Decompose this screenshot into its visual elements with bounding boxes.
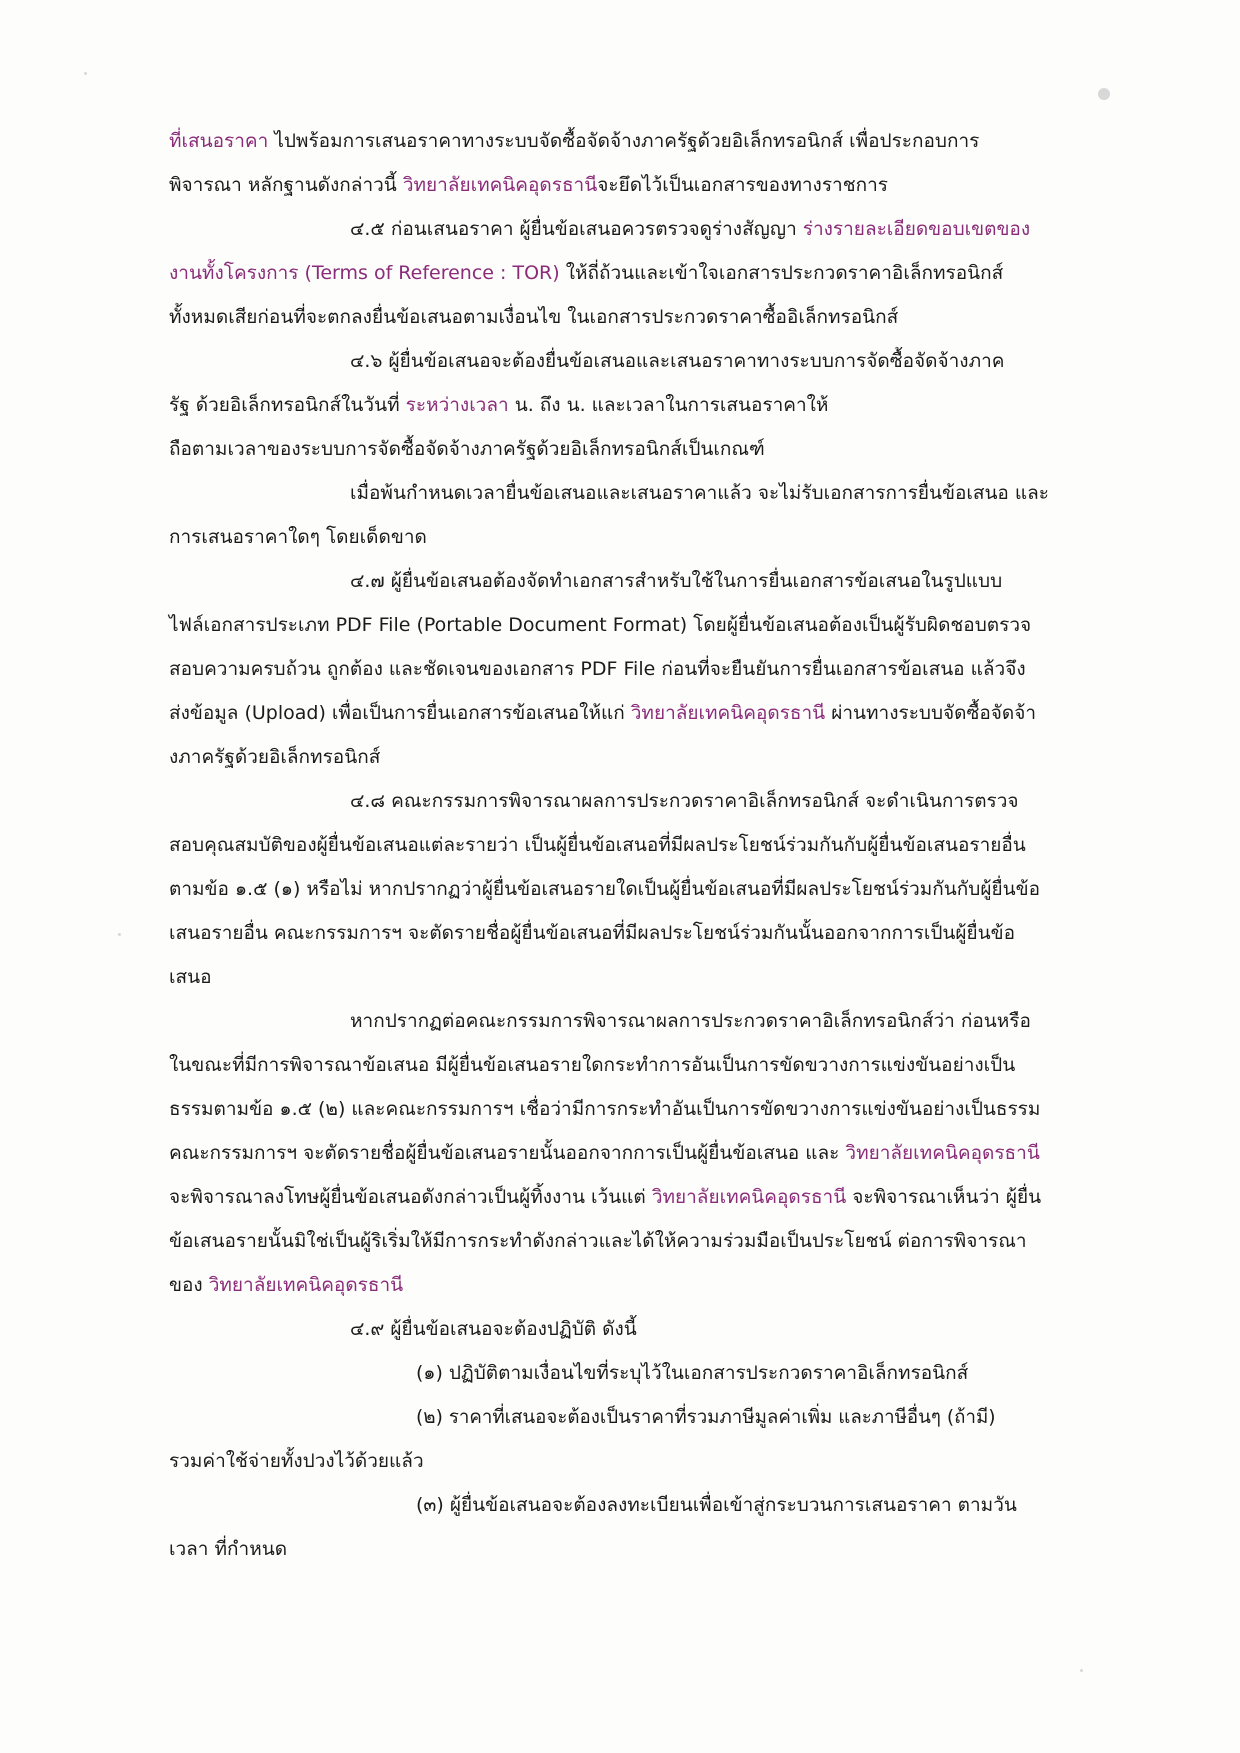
text-line	[350, 566, 1002, 596]
text-line	[169, 1182, 1041, 1212]
highlighted-text: วิทยาลัยเทคนิคอุดรธานี	[630, 702, 826, 724]
text-line	[350, 1314, 637, 1344]
text-line	[169, 962, 212, 992]
highlighted-text: ที่เสนอราคา	[169, 130, 269, 152]
highlighted-text: วิทยาลัยเทคนิคอุดรธานี	[651, 1186, 847, 1208]
highlighted-text: งานทั้งโครงการ (Terms of Reference : TOR)	[169, 262, 560, 284]
text-segment: (๑) ปฏิบัติตามเงื่อนไขที่ระบุไว้ในเอกสารประกวดราคาอิเล็กทรอนิกส์	[416, 1362, 969, 1384]
text-line	[416, 1490, 1017, 1520]
text-line	[416, 1358, 968, 1388]
text-segment: เสนอรายอื่น คณะกรรมการฯ จะตัดรายชื่อผู้ยื่นข้อเสนอที่มีผลประโยชน์ร่วมกันนั้นออกจากการเป็นผู้ยื่นข้อ	[169, 922, 1016, 944]
text-line	[169, 1226, 1027, 1256]
text-line	[169, 1094, 1040, 1124]
highlighted-text: วิทยาลัยเทคนิคอุดรธานี	[402, 174, 598, 196]
text-segment: ผ่านทางระบบจัดซื้อจัดจ้า	[825, 702, 1037, 724]
scan-speck	[1080, 1669, 1083, 1672]
text-segment: เสนอ	[169, 966, 212, 988]
text-line	[416, 1402, 996, 1432]
text-line	[169, 654, 1026, 684]
text-line	[169, 302, 898, 332]
text-line	[169, 610, 1031, 640]
text-segment: คณะกรรมการฯ จะตัดรายชื่อผู้ยื่นข้อเสนอรายนั้นออกจากการเป็นผู้ยื่นข้อเสนอ และ	[169, 1142, 846, 1164]
text-segment: จะพิจารณาเห็นว่า ผู้ยื่น	[846, 1186, 1042, 1208]
text-line	[350, 214, 1030, 244]
text-line	[169, 698, 1036, 728]
text-segment: งภาครัฐด้วยอิเล็กทรอนิกส์	[169, 746, 381, 768]
text-segment: ๔.๗ ผู้ยื่นข้อเสนอต้องจัดทำเอกสารสำหรับใช้ในการยื่นเอกสารข้อเสนอในรูปแบบ	[350, 570, 1003, 592]
text-line	[169, 1446, 424, 1476]
scan-speck	[1098, 88, 1110, 100]
text-line	[169, 830, 1026, 860]
text-segment: (๓) ผู้ยื่นข้อเสนอจะต้องลงทะเบียนเพื่อเข้าสู่กระบวนการเสนอราคา ตามวัน	[416, 1494, 1017, 1516]
text-segment: ตามข้อ ๑.๕ (๑) หรือไม่ หากปรากฏว่าผู้ยื่นข้อเสนอรายใดเป็นผู้ยื่นข้อเสนอที่มีผลประโยชน์ร่วมกันกับผู้ยื่นข้อ	[169, 878, 1040, 900]
text-segment: การเสนอราคาใดๆ โดยเด็ดขาด	[169, 526, 427, 548]
text-line	[169, 522, 427, 552]
text-segment: ๔.๖ ผู้ยื่นข้อเสนอจะต้องยื่นข้อเสนอและเสนอราคาทางระบบการจัดซื้อจัดจ้างภาค	[350, 350, 1005, 372]
text-line	[169, 1138, 1040, 1168]
text-segment: เมื่อพ้นกำหนดเวลายื่นข้อเสนอและเสนอราคาแล้ว จะไม่รับเอกสารการยื่นข้อเสนอ และ	[350, 482, 1049, 504]
text-line	[350, 786, 1019, 816]
text-segment: (๒) ราคาที่เสนอจะต้องเป็นราคาที่รวมภาษีมูลค่าเพิ่ม และภาษีอื่นๆ (ถ้ามี)	[416, 1406, 996, 1428]
text-line	[169, 170, 888, 200]
text-segment: สอบคุณสมบัติของผู้ยื่นข้อเสนอแต่ละรายว่า เป็นผู้ยื่นข้อเสนอที่มีผลประโยชน์ร่วมกันกับผู้ยื่นข้อเสนอรายอื่น	[169, 834, 1026, 856]
text-segment: จะยึดไว้เป็นเอกสารของทางราชการ	[597, 174, 888, 196]
text-line	[169, 434, 765, 464]
text-segment: ส่งข้อมูล (Upload) เพื่อเป็นการยื่นเอกสารข้อเสนอให้แก่	[169, 702, 631, 724]
text-segment: ถือตามเวลาของระบบการจัดซื้อจัดจ้างภาครัฐด้วยอิเล็กทรอนิกส์เป็นเกณฑ์	[169, 438, 765, 460]
scan-speck	[84, 72, 87, 75]
text-segment: ในขณะที่มีการพิจารณาข้อเสนอ มีผู้ยื่นข้อเสนอรายใดกระทำการอันเป็นการขัดขวางการแข่งขันอย่างเป็น	[169, 1054, 1016, 1076]
text-line	[169, 1270, 403, 1300]
text-segment: จะพิจารณาลงโทษผู้ยื่นข้อเสนอดังกล่าวเป็นผู้ทิ้งงาน เว้นแต่	[169, 1186, 652, 1208]
text-segment: ธรรมตามข้อ ๑.๕ (๒) และคณะกรรมการฯ เชื่อว่ามีการกระทำอันเป็นการขัดขวางการแข่งขันอย่างเป็นธรรม	[169, 1098, 1041, 1120]
text-segment: ๔.๘ คณะกรรมการพิจารณาผลการประกวดราคาอิเล็กทรอนิกส์ จะดำเนินการตรวจ	[350, 790, 1019, 812]
text-segment: หากปรากฏต่อคณะกรรมการพิจารณาผลการประกวดราคาอิเล็กทรอนิกส์ว่า ก่อนหรือ	[350, 1010, 1031, 1032]
text-segment: เวลา ที่กำหนด	[169, 1538, 288, 1560]
text-line	[169, 918, 1015, 948]
highlighted-text: ระหว่างเวลา	[405, 394, 509, 416]
text-line	[350, 346, 1005, 376]
highlighted-text: ร่างรายละเอียดขอบเขตของ	[802, 218, 1031, 240]
highlighted-text: วิทยาลัยเทคนิคอุดรธานี	[208, 1274, 404, 1296]
text-segment: น. ถึง น. และเวลาในการเสนอราคาให้	[508, 394, 829, 416]
text-segment: สอบความครบถ้วน ถูกต้อง และชัดเจนของเอกสาร PDF File ก่อนที่จะยืนยันการยื่นเอกสารข้อเสนอ แล้วจึง	[169, 658, 1026, 680]
text-line	[169, 1534, 287, 1564]
text-line	[169, 874, 1040, 904]
text-segment: ๔.๙ ผู้ยื่นข้อเสนอจะต้องปฏิบัติ ดังนี้	[350, 1318, 637, 1340]
text-line	[169, 1050, 1015, 1080]
text-line	[350, 1006, 1031, 1036]
text-line	[350, 478, 1049, 508]
text-segment: พิจารณา หลักฐานดังกล่าวนี้	[169, 174, 403, 196]
text-segment: ให้ถี่ถ้วนและเข้าใจเอกสารประกวดราคาอิเล็กทรอนิกส์	[559, 262, 1004, 284]
text-segment: รวมค่าใช้จ่ายทั้งปวงไว้ด้วยแล้ว	[169, 1450, 424, 1472]
text-segment: รัฐ ด้วยอิเล็กทรอนิกส์ในวันที่	[169, 394, 406, 416]
text-segment: ทั้งหมดเสียก่อนที่จะตกลงยื่นข้อเสนอตามเงื่อนไข ในเอกสารประกวดราคาซื้ออิเล็กทรอนิกส์	[169, 306, 899, 328]
scan-speck	[118, 933, 121, 936]
text-line	[169, 258, 1003, 288]
text-segment: ของ	[169, 1274, 209, 1296]
text-line	[169, 390, 828, 420]
text-segment: ข้อเสนอรายนั้นมิใช่เป็นผู้ริเริ่มให้มีการกระทำดังกล่าวและได้ให้ความร่วมมือเป็นประโยชน์ ต่อการพิจารณา	[169, 1230, 1027, 1252]
text-segment: ๔.๕ ก่อนเสนอราคา ผู้ยื่นข้อเสนอควรตรวจดูร่างสัญญา	[350, 218, 803, 240]
highlighted-text: วิทยาลัยเทคนิคอุดรธานี	[845, 1142, 1040, 1164]
text-segment: ไปพร้อมการเสนอราคาทางระบบจัดซื้อจัดจ้างภาครัฐด้วยอิเล็กทรอนิกส์ เพื่อประกอบการ	[268, 130, 980, 152]
text-segment: ไฟล์เอกสารประเภท PDF File (Portable Document Format) โดยผู้ยื่นข้อเสนอต้องเป็นผู้รับผิดชอบตรวจ	[169, 614, 1032, 636]
text-line	[169, 126, 979, 156]
text-line	[169, 742, 380, 772]
